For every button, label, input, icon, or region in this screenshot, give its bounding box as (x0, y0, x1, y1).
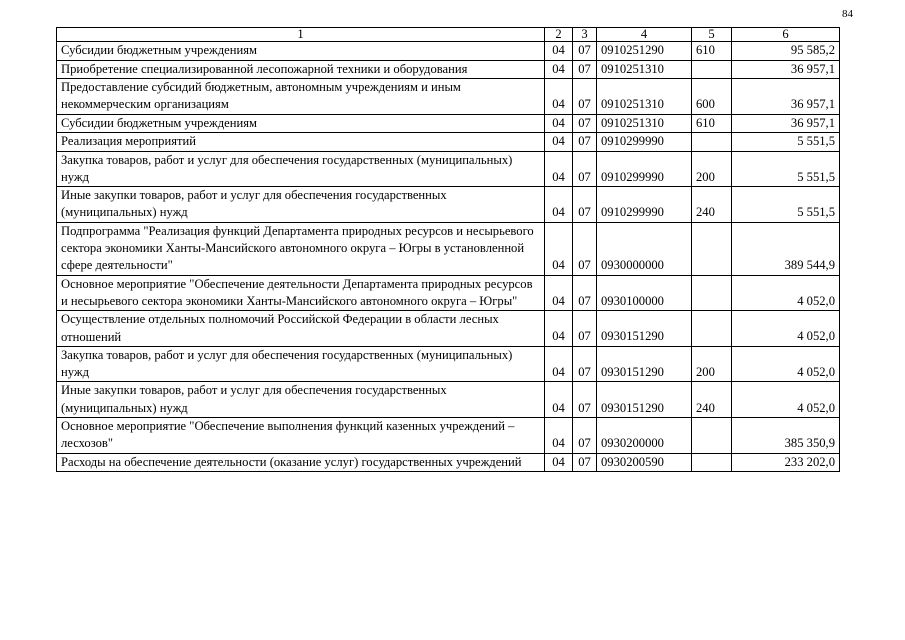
page-number: 84 (842, 8, 853, 20)
row-name-cell: Закупка товаров, работ и услуг для обеспечения государственных (муниципальных) нужд (57, 346, 545, 382)
row-name-cell: Приобретение специализированной лесопожарной техники и оборудования (57, 60, 545, 79)
row-expense-type-cell (692, 311, 732, 347)
row-amount-cell: 4 052,0 (732, 275, 840, 311)
row-amount-cell: 5 551,5 (732, 133, 840, 152)
row-target-article-cell: 0930200590 (597, 453, 692, 472)
row-amount-cell: 4 052,0 (732, 346, 840, 382)
header-cell: 3 (573, 28, 597, 42)
row-section-cell: 04 (545, 79, 573, 115)
row-name-cell: Закупка товаров, работ и услуг для обеспечения государственных (муниципальных) нужд (57, 151, 545, 187)
row-target-article-cell: 0910251310 (597, 60, 692, 79)
row-target-article-cell: 0930151290 (597, 382, 692, 418)
row-target-article-cell: 0910299990 (597, 133, 692, 152)
row-name-cell: Субсидии бюджетным учреждениям (57, 42, 545, 61)
row-name-cell: Иные закупки товаров, работ и услуг для обеспечения государственных (муниципальных) нужд (57, 187, 545, 223)
table-row (57, 42, 840, 61)
header-cell: 4 (597, 28, 692, 42)
header-row (57, 28, 840, 42)
row-section-cell: 04 (545, 453, 573, 472)
table-row (57, 133, 840, 152)
row-name-cell: Предоставление субсидий бюджетным, автономным учреждениям и иным некоммерческим организациям (57, 79, 545, 115)
row-subsection-cell: 07 (573, 114, 597, 133)
row-subsection-cell: 07 (573, 187, 597, 223)
table-body (57, 28, 840, 472)
row-name-cell: Расходы на обеспечение деятельности (оказание услуг) государственных учреждений (57, 453, 545, 472)
row-expense-type-cell (692, 133, 732, 152)
row-section-cell: 04 (545, 382, 573, 418)
row-section-cell: 04 (545, 187, 573, 223)
row-expense-type-cell: 240 (692, 187, 732, 223)
row-subsection-cell: 07 (573, 311, 597, 347)
table-row (57, 187, 840, 223)
row-subsection-cell: 07 (573, 133, 597, 152)
row-target-article-cell: 0930100000 (597, 275, 692, 311)
row-amount-cell: 36 957,1 (732, 114, 840, 133)
row-subsection-cell: 07 (573, 346, 597, 382)
row-expense-type-cell (692, 453, 732, 472)
row-expense-type-cell: 200 (692, 346, 732, 382)
row-subsection-cell: 07 (573, 60, 597, 79)
row-amount-cell: 4 052,0 (732, 382, 840, 418)
row-target-article-cell: 0910299990 (597, 151, 692, 187)
row-amount-cell: 233 202,0 (732, 453, 840, 472)
row-section-cell: 04 (545, 346, 573, 382)
row-target-article-cell: 0910251310 (597, 114, 692, 133)
table-row (57, 311, 840, 347)
row-name-cell: Подпрограмма "Реализация функций Департамента природных ресурсов и несырьевого сектора экономики Ханты-Мансийского автономного округа – Югры в установленной сфере деятельности" (57, 222, 545, 275)
table-row (57, 418, 840, 454)
row-section-cell: 04 (545, 114, 573, 133)
header-cell: 1 (57, 28, 545, 42)
row-target-article-cell: 0930151290 (597, 346, 692, 382)
table-row (57, 60, 840, 79)
row-amount-cell: 5 551,5 (732, 187, 840, 223)
row-expense-type-cell: 610 (692, 42, 732, 61)
table-row (57, 114, 840, 133)
row-expense-type-cell (692, 60, 732, 79)
row-amount-cell: 36 957,1 (732, 60, 840, 79)
row-section-cell: 04 (545, 133, 573, 152)
row-expense-type-cell: 240 (692, 382, 732, 418)
row-expense-type-cell: 200 (692, 151, 732, 187)
row-name-cell: Иные закупки товаров, работ и услуг для обеспечения государственных (муниципальных) нужд (57, 382, 545, 418)
row-amount-cell: 385 350,9 (732, 418, 840, 454)
table-row (57, 453, 840, 472)
row-name-cell: Осуществление отдельных полномочий Российской Федерации в области лесных отношений (57, 311, 545, 347)
row-section-cell: 04 (545, 151, 573, 187)
header-cell: 5 (692, 28, 732, 42)
row-subsection-cell: 07 (573, 222, 597, 275)
header-cell: 2 (545, 28, 573, 42)
table-row (57, 151, 840, 187)
row-target-article-cell: 0910299990 (597, 187, 692, 223)
row-name-cell: Основное мероприятие "Обеспечение выполнения функций казенных учреждений – лесхозов" (57, 418, 545, 454)
row-section-cell: 04 (545, 222, 573, 275)
row-target-article-cell: 0930000000 (597, 222, 692, 275)
row-target-article-cell: 0930200000 (597, 418, 692, 454)
row-subsection-cell: 07 (573, 382, 597, 418)
row-subsection-cell: 07 (573, 453, 597, 472)
table-row (57, 79, 840, 115)
row-target-article-cell: 0910251290 (597, 42, 692, 61)
row-subsection-cell: 07 (573, 42, 597, 61)
row-subsection-cell: 07 (573, 418, 597, 454)
row-expense-type-cell: 600 (692, 79, 732, 115)
table-row (57, 382, 840, 418)
row-section-cell: 04 (545, 60, 573, 79)
row-target-article-cell: 0910251310 (597, 79, 692, 115)
table-row (57, 222, 840, 275)
row-expense-type-cell: 610 (692, 114, 732, 133)
row-amount-cell: 5 551,5 (732, 151, 840, 187)
row-target-article-cell: 0930151290 (597, 311, 692, 347)
row-section-cell: 04 (545, 42, 573, 61)
table-row (57, 346, 840, 382)
row-subsection-cell: 07 (573, 151, 597, 187)
row-section-cell: 04 (545, 275, 573, 311)
row-amount-cell: 36 957,1 (732, 79, 840, 115)
row-expense-type-cell (692, 418, 732, 454)
row-subsection-cell: 07 (573, 275, 597, 311)
row-subsection-cell: 07 (573, 79, 597, 115)
row-amount-cell: 95 585,2 (732, 42, 840, 61)
row-section-cell: 04 (545, 418, 573, 454)
row-section-cell: 04 (545, 311, 573, 347)
budget-table (56, 27, 840, 472)
row-expense-type-cell (692, 222, 732, 275)
row-amount-cell: 4 052,0 (732, 311, 840, 347)
table-row (57, 275, 840, 311)
header-cell: 6 (732, 28, 840, 42)
row-name-cell: Основное мероприятие "Обеспечение деятельности Департамента природных ресурсов и несырьевого сектора экономики Ханты-Мансийского автономного округа – Югры" (57, 275, 545, 311)
row-amount-cell: 389 544,9 (732, 222, 840, 275)
row-name-cell: Реализация мероприятий (57, 133, 545, 152)
row-expense-type-cell (692, 275, 732, 311)
row-name-cell: Субсидии бюджетным учреждениям (57, 114, 545, 133)
